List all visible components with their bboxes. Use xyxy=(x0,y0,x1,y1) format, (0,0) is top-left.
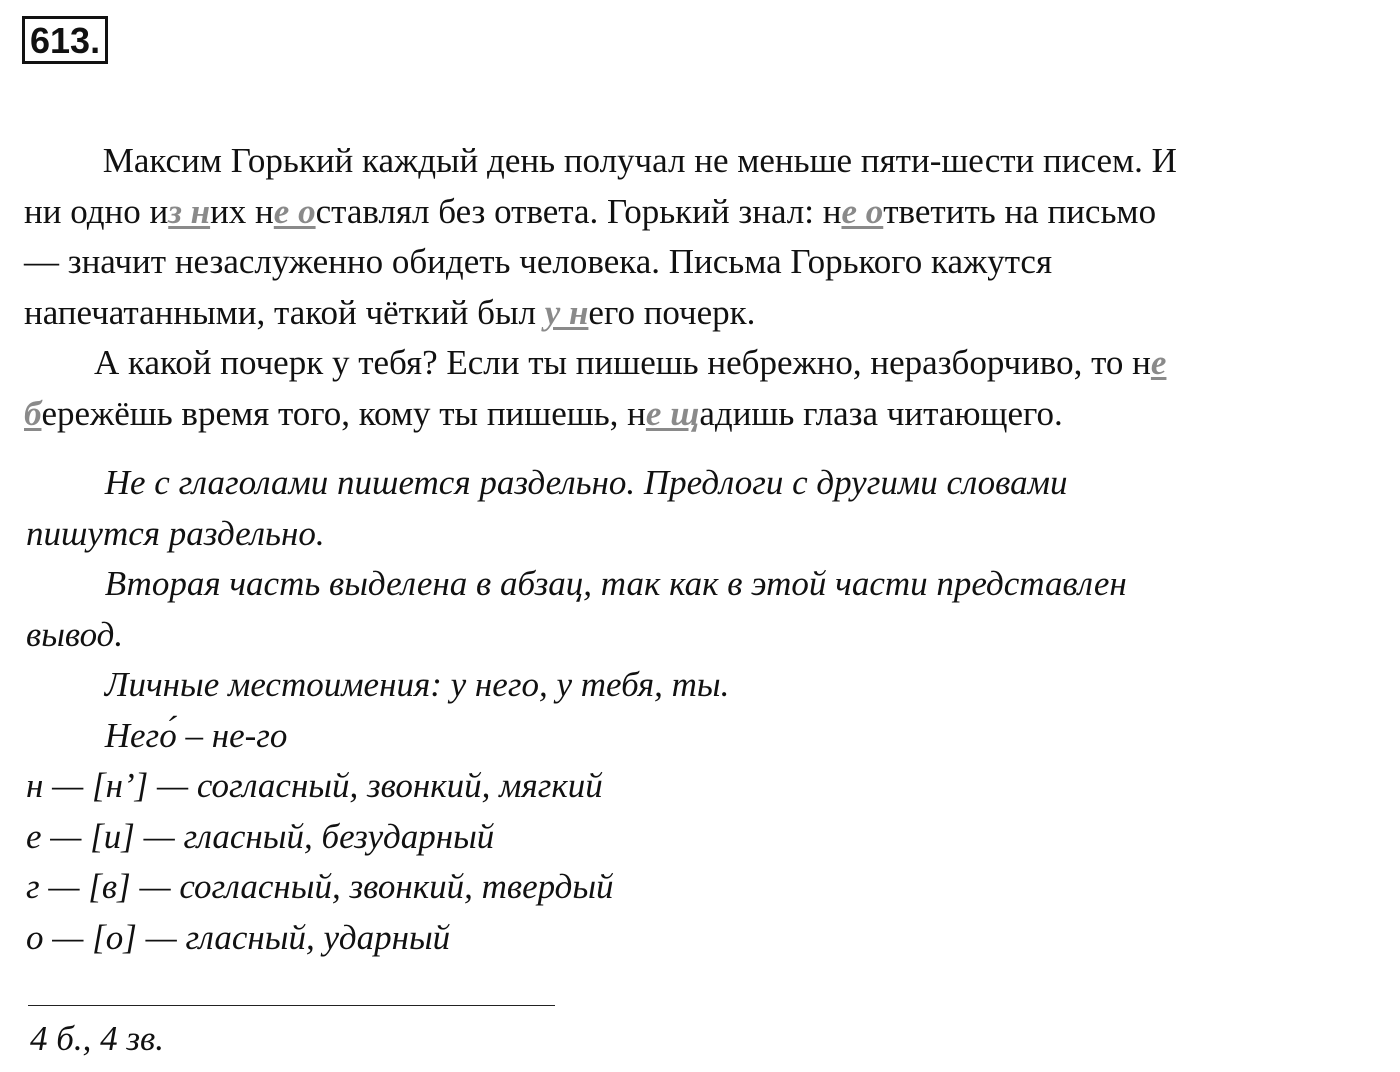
analysis-line: Не с глаголами пишется раздельно. Предлоги с другими словами xyxy=(26,463,1068,502)
exercise-number: 613. xyxy=(22,16,108,64)
footnote: 4 б., 4 зв. xyxy=(30,1019,164,1058)
footnote-divider xyxy=(28,1005,555,1006)
text-segment: — значит незаслуженно обидеть человека. Письма Горького кажутся xyxy=(24,242,1053,281)
phonetic-line: о — [о] — гласный, ударный xyxy=(26,917,451,957)
text-line xyxy=(24,288,1384,339)
analysis-line: Вторая часть выделена в абзац, так как в этой части представлен xyxy=(26,564,1127,603)
phonetic-line: е — [и] — гласный, безударный xyxy=(26,816,495,856)
text-segment: А какой почерк у тебя? Если ты пишешь небрежно, неразборчиво, то н xyxy=(24,343,1151,382)
text-segment: ережёшь время того, кому ты пишешь, н xyxy=(41,393,646,433)
text-segment: ни одно и xyxy=(24,191,169,231)
analysis-line: вывод. xyxy=(26,614,124,654)
text-segment: напечатанными, такой чёткий был xyxy=(24,292,545,332)
text-line xyxy=(24,237,1384,288)
analysis-line: пишутся раздельно. xyxy=(26,513,325,553)
text-line xyxy=(24,136,1384,187)
phonetic-line: г — [в] — согласный, звонкий, твердый xyxy=(26,867,614,906)
exercise-text xyxy=(24,136,1384,439)
text-segment: тветить на письмо xyxy=(883,191,1157,231)
inserted-letters: з н xyxy=(168,191,211,231)
analysis-line: Личные местоимения: у него, у тебя, ты. xyxy=(26,665,730,704)
inserted-letters: е о xyxy=(273,191,316,231)
inserted-letters: е xyxy=(1150,343,1167,382)
text-segment: адишь глаза читающего. xyxy=(699,393,1063,433)
text-line xyxy=(24,187,1384,238)
text-segment: Максим Горький каждый день получал не меньше пяти-шести писем. И xyxy=(24,141,1177,180)
text-segment: ставлял без ответа. Горький знал: н xyxy=(315,191,842,231)
text-line xyxy=(24,338,1384,389)
inserted-letters: е о xyxy=(841,191,884,231)
phonetic-line: н — [н’] — согласный, звонкий, мягкий xyxy=(26,766,603,805)
text-segment: их н xyxy=(210,191,274,231)
inserted-letters: е щ xyxy=(645,393,700,433)
text-line xyxy=(24,389,1384,440)
analysis-line: Него́ – не-го xyxy=(26,715,288,755)
inserted-letters: б xyxy=(24,393,42,433)
inserted-letters: у н xyxy=(544,292,589,332)
analysis-block xyxy=(26,458,1386,963)
text-segment: его почерк. xyxy=(588,292,756,332)
